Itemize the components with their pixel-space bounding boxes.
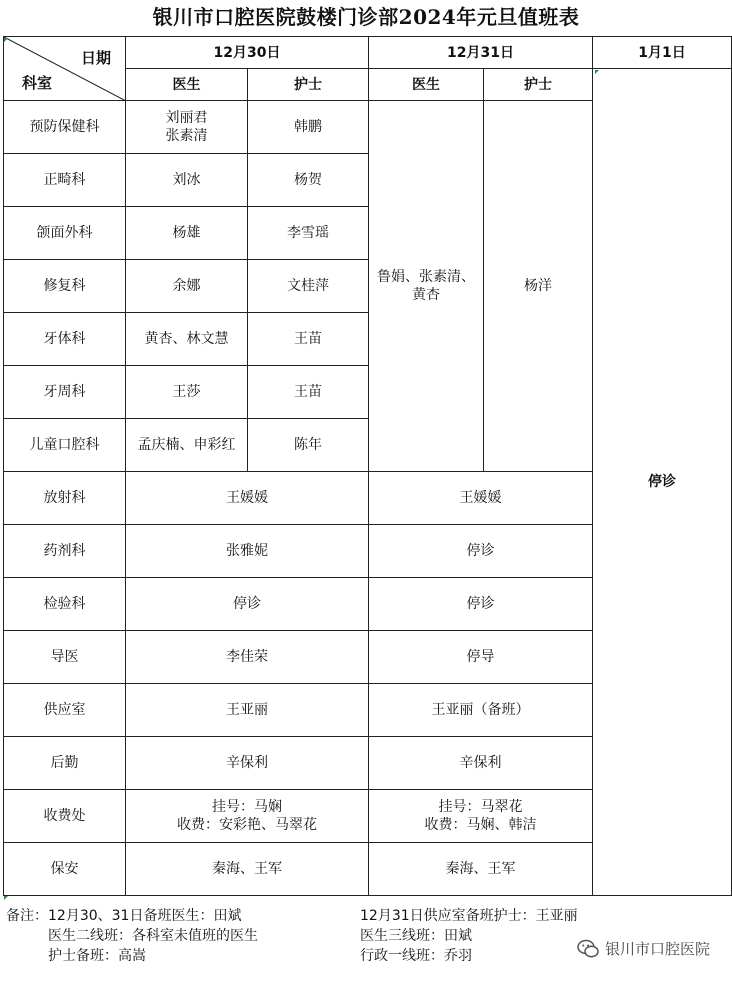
note-line: 12月31日供应室备班护士：王亚丽 bbox=[360, 908, 578, 924]
dec31-staff-cell bbox=[369, 631, 593, 684]
dept-cell: 儿童口腔科 bbox=[4, 419, 126, 472]
cell-line: 停诊 bbox=[233, 596, 261, 612]
dec30-doctor-cell bbox=[126, 207, 248, 260]
note-line: 医生三线班：田斌 bbox=[360, 928, 472, 944]
notes-left bbox=[6, 906, 258, 966]
dec30-nurse-cell: 王苗 bbox=[248, 366, 369, 419]
dept-cell: 牙体科 bbox=[4, 313, 126, 366]
dec30-staff-cell bbox=[126, 737, 369, 790]
dec30-doctor-cell bbox=[126, 366, 248, 419]
dept-cell: 保安 bbox=[4, 843, 126, 896]
dec30-nurse-header: 护士 bbox=[248, 69, 369, 101]
wechat-icon bbox=[577, 939, 599, 959]
corner-marker bbox=[595, 70, 599, 74]
dec30-staff-cell bbox=[126, 790, 369, 843]
dec30-staff-cell bbox=[126, 684, 369, 737]
dec30-staff-cell bbox=[126, 843, 369, 896]
date-header-jan1: 1月1日 bbox=[593, 37, 732, 69]
dept-cell: 正畸科 bbox=[4, 154, 126, 207]
dept-cell: 供应室 bbox=[4, 684, 126, 737]
page-title: 银川市口腔医院鼓楼门诊部2024年元旦值班表 bbox=[152, 5, 580, 29]
cell-line: 张素清 bbox=[165, 128, 208, 144]
dec31-staff-cell bbox=[369, 578, 593, 631]
note-line: 行政一线班：乔羽 bbox=[360, 948, 472, 964]
dept-cell: 放射科 bbox=[4, 472, 126, 525]
dec30-staff-cell bbox=[126, 631, 369, 684]
dept-cell: 检验科 bbox=[4, 578, 126, 631]
dec30-staff-cell bbox=[126, 578, 369, 631]
dec31-doctor-cell bbox=[369, 101, 484, 472]
corner-marker bbox=[4, 38, 8, 42]
cell-line: 张雅妮 bbox=[226, 543, 268, 559]
dec31-staff-cell bbox=[369, 737, 593, 790]
dept-cell: 导医 bbox=[4, 631, 126, 684]
dec30-doctor-cell bbox=[126, 101, 248, 154]
dept-cell: 收费处 bbox=[4, 790, 126, 843]
dec30-nurse-cell: 文桂萍 bbox=[248, 260, 369, 313]
date-label: 日期 bbox=[80, 49, 111, 67]
dept-cell: 牙周科 bbox=[4, 366, 126, 419]
dec31-staff-cell bbox=[369, 684, 593, 737]
dec30-staff-cell bbox=[126, 525, 369, 578]
watermark-text: 银川市口腔医院 bbox=[604, 940, 710, 958]
cell-line: 王媛媛 bbox=[226, 490, 268, 506]
cell-line: 王媛媛 bbox=[459, 490, 502, 506]
cell-line: 辛保利 bbox=[226, 755, 268, 771]
header-corner bbox=[4, 37, 126, 101]
dec30-nurse-cell: 王苗 bbox=[248, 313, 369, 366]
cell-line: 杨雄 bbox=[172, 225, 201, 241]
cell-line: 刘丽君 bbox=[165, 110, 208, 126]
dec30-nurse-cell: 杨贺 bbox=[248, 154, 369, 207]
cell-line: 余娜 bbox=[172, 278, 201, 294]
date-header-dec30: 12月30日 bbox=[126, 37, 369, 69]
corner-marker bbox=[4, 896, 8, 900]
watermark bbox=[577, 938, 710, 959]
cell-line: 王莎 bbox=[172, 384, 201, 400]
jan1-closed-cell: 停诊 bbox=[593, 69, 732, 896]
cell-line: 黄杏 bbox=[412, 287, 440, 303]
cell-line: 秦海、王军 bbox=[212, 861, 282, 877]
dept-cell: 预防保健科 bbox=[4, 101, 126, 154]
cell-line: 鲁娟、张素清、 bbox=[377, 269, 475, 285]
cell-line: 挂号：马娴 bbox=[212, 799, 282, 815]
dec30-nurse-cell: 陈年 bbox=[248, 419, 369, 472]
dec31-nurse-header: 护士 bbox=[484, 69, 593, 101]
note-line: 备注：12月30、31日备班医生：田斌 bbox=[6, 908, 242, 924]
dept-cell: 颌面外科 bbox=[4, 207, 126, 260]
cell-line: 孟庆楠、申彩红 bbox=[137, 437, 236, 453]
cell-line: 秦海、王军 bbox=[445, 861, 516, 877]
dec31-staff-cell bbox=[369, 843, 593, 896]
cell-line: 停诊 bbox=[466, 543, 495, 559]
dec31-staff-cell bbox=[369, 472, 593, 525]
cell-line: 收费：马娴、韩洁 bbox=[424, 817, 537, 833]
dept-cell: 药剂科 bbox=[4, 525, 126, 578]
dept-label: 科室 bbox=[22, 74, 53, 92]
note-line: 护士备班：高嵩 bbox=[48, 948, 146, 964]
cell-line: 停诊 bbox=[466, 596, 495, 612]
dec31-nurse-cell: 杨洋 bbox=[484, 101, 593, 472]
dec30-doctor-cell bbox=[126, 260, 248, 313]
cell-line: 停导 bbox=[466, 649, 495, 665]
dec30-staff-cell bbox=[126, 472, 369, 525]
cell-line: 收费：安彩艳、马翠花 bbox=[177, 817, 317, 833]
dec31-staff-cell bbox=[369, 790, 593, 843]
dept-cell: 修复科 bbox=[4, 260, 126, 313]
cell-line: 辛保利 bbox=[459, 755, 502, 771]
date-header-dec31: 12月31日 bbox=[369, 37, 593, 69]
dept-cell: 后勤 bbox=[4, 737, 126, 790]
dec30-nurse-cell: 李雪瑶 bbox=[248, 207, 369, 260]
dec31-staff-cell bbox=[369, 525, 593, 578]
dec30-doctor-cell bbox=[126, 154, 248, 207]
dec31-doctor-header: 医生 bbox=[369, 69, 484, 101]
dec30-doctor-header: 医生 bbox=[126, 69, 248, 101]
notes-right bbox=[360, 906, 578, 966]
dec30-doctor-cell bbox=[126, 313, 248, 366]
cell-line: 刘冰 bbox=[172, 172, 201, 188]
dec30-nurse-cell: 韩鹏 bbox=[248, 101, 369, 154]
cell-line: 王亚丽（备班） bbox=[431, 702, 530, 718]
note-line: 医生二线班：各科室未值班的医生 bbox=[48, 928, 258, 944]
schedule-table bbox=[3, 36, 732, 896]
dec30-doctor-cell bbox=[126, 419, 248, 472]
cell-line: 黄杏、林文慧 bbox=[144, 331, 229, 347]
cell-line: 李佳荣 bbox=[226, 649, 268, 665]
cell-line: 王亚丽 bbox=[226, 702, 268, 718]
cell-line: 挂号：马翠花 bbox=[438, 799, 523, 815]
